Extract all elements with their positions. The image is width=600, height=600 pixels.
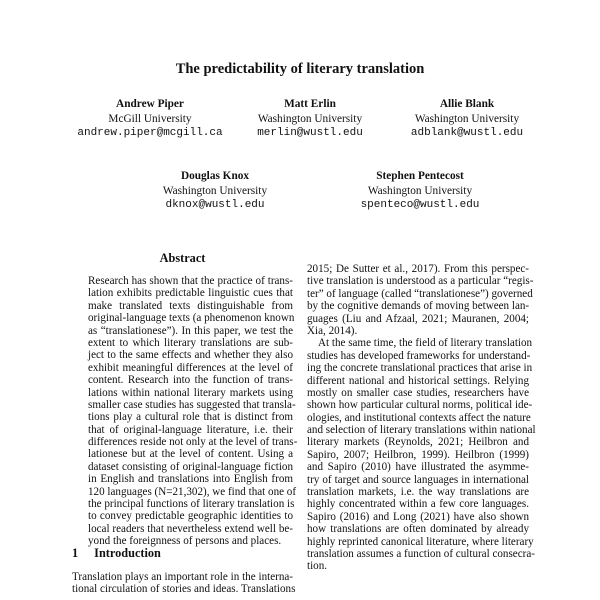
text-line: try of target and source languages in international [307, 473, 529, 486]
text-line: tive translation is understood as a particular “regis- [307, 275, 534, 288]
text-line: 2015; De Sutter et al., 2017). From this perspec- [307, 263, 529, 275]
text-line: highly concentrated within a few core languages. [307, 498, 529, 511]
author-email[interactable]: spenteco@wustl.edu [360, 199, 480, 211]
text-line: that of original-language literature, i.e. their [88, 423, 293, 436]
text-line: original-language texts (a phenomenon known [88, 312, 295, 325]
author-name: Matt Erlin [284, 98, 336, 110]
paper-title: The predictability of literary translation [175, 61, 425, 77]
text-line: tional circulation of stories and ideas. Translations [72, 583, 296, 596]
text-line: how translations are often dominated by already [307, 523, 529, 536]
author-block [367, 97, 567, 141]
author-affiliation: Washington University [162, 184, 268, 197]
text-line: make translated texts distinguishable from [88, 299, 293, 312]
text-line: tions play a cultural role that is distinct from [88, 411, 293, 424]
text-line: exhibit meaningful differences at the level of [88, 361, 293, 374]
text-line: the principal functions of literary translation is [88, 498, 295, 511]
text-line: and Sapiro (2010) have illustrated the asymme- [307, 461, 529, 474]
text-line: translation markets, i.e. the way translations are [307, 486, 529, 499]
section-number: 1 [72, 546, 79, 560]
text-line: guages (Liu and Afzaal, 2021; Mauranen, 2004; [307, 312, 529, 325]
text-line: as “translationese”). In this paper, we test the [88, 324, 293, 337]
text-line: literary markets (Reynolds, 2021; Heilbron and [307, 436, 529, 449]
section-title: Introduction [94, 546, 161, 560]
text-line: and selection of literary translations within national [307, 424, 536, 437]
text-line: extent to which literary translations are sub- [88, 336, 293, 349]
text-line: lations within national literary markets using [88, 386, 293, 399]
text-line: differences reside not only at the level of trans- [88, 436, 298, 449]
abstract-body [88, 275, 298, 548]
text-line: Sapiro (2016) and Long (2021) have also shown [307, 510, 529, 523]
author-block [320, 169, 520, 213]
text-line: At the same time, the field of literary translation [318, 337, 533, 350]
author-affiliation: Washington University [367, 184, 473, 197]
text-line: 120 languages (N=21,302), we find that one of [88, 485, 297, 498]
author-email[interactable]: merlin@wustl.edu [257, 127, 363, 139]
text-line: shown how particular cultural norms, political ide- [307, 399, 533, 412]
text-line: ologies, and institutional contexts affect the nature [307, 411, 531, 424]
author-email[interactable]: adblank@wustl.edu [410, 127, 524, 139]
text-line: Translation plays an important role in the interna- [72, 571, 293, 583]
text-line: ject to the same effects and whether they also [88, 349, 293, 362]
text-line: Research has shown that the practice of trans- [88, 275, 293, 287]
author-name: Douglas Knox [180, 170, 250, 182]
text-line: tion. [307, 560, 328, 573]
author-block [115, 169, 315, 213]
author-affiliation: Washington University [257, 112, 363, 125]
text-line: ing the concrete translational practices that arise in [307, 362, 533, 375]
text-line: lationese but at the level of content. Using a [88, 448, 293, 461]
text-line: translation assumes a function of cultural consecra- [307, 547, 535, 560]
author-name: Allie Blank [439, 98, 495, 110]
author-name: Stephen Pentecost [376, 170, 464, 182]
abstract-heading: Abstract [159, 251, 206, 265]
text-line: different national and historical settings. Relying [307, 374, 529, 387]
text-line: highly reprinted canonical literature, where literary [307, 535, 534, 548]
section-heading-introduction [72, 546, 161, 561]
text-line: Xia, 2014). [307, 324, 358, 337]
text-line: in English and translations into English from [88, 473, 293, 486]
text-line: yond the foreignness of persons and places. [88, 535, 282, 548]
text-line: Sapiro, 2007; Heilbron, 1999). Heilbron (1999) [307, 448, 529, 461]
text-line: mostly on smaller case studies, researchers have [307, 386, 529, 399]
author-email[interactable]: dknox@wustl.edu [165, 199, 265, 211]
author-email[interactable]: andrew.piper@mcgill.ca [77, 127, 223, 139]
text-line: by the cognitive demands of moving between lan- [307, 300, 530, 313]
text-line: dataset consisting of original-language fiction [88, 460, 293, 473]
right-column-body [307, 263, 536, 573]
text-line: lation exhibits predictable linguistic cues that [88, 287, 293, 300]
text-line: content. Research into the function of trans- [88, 374, 293, 387]
author-name: Andrew Piper [116, 98, 184, 110]
text-line: ter” of language (called “translationese”) governed [307, 287, 533, 300]
text-line: studies has developed frameworks for understand- [307, 349, 531, 362]
text-line: to convey predictable geographic identities to [88, 510, 293, 523]
author-affiliation: Washington University [414, 112, 520, 125]
author-affiliation: McGill University [108, 112, 192, 125]
introduction-body [72, 571, 296, 596]
text-line: local readers that nevertheless extend well be- [88, 522, 293, 535]
text-line: smaller case studies has suggested that transla- [88, 398, 296, 411]
